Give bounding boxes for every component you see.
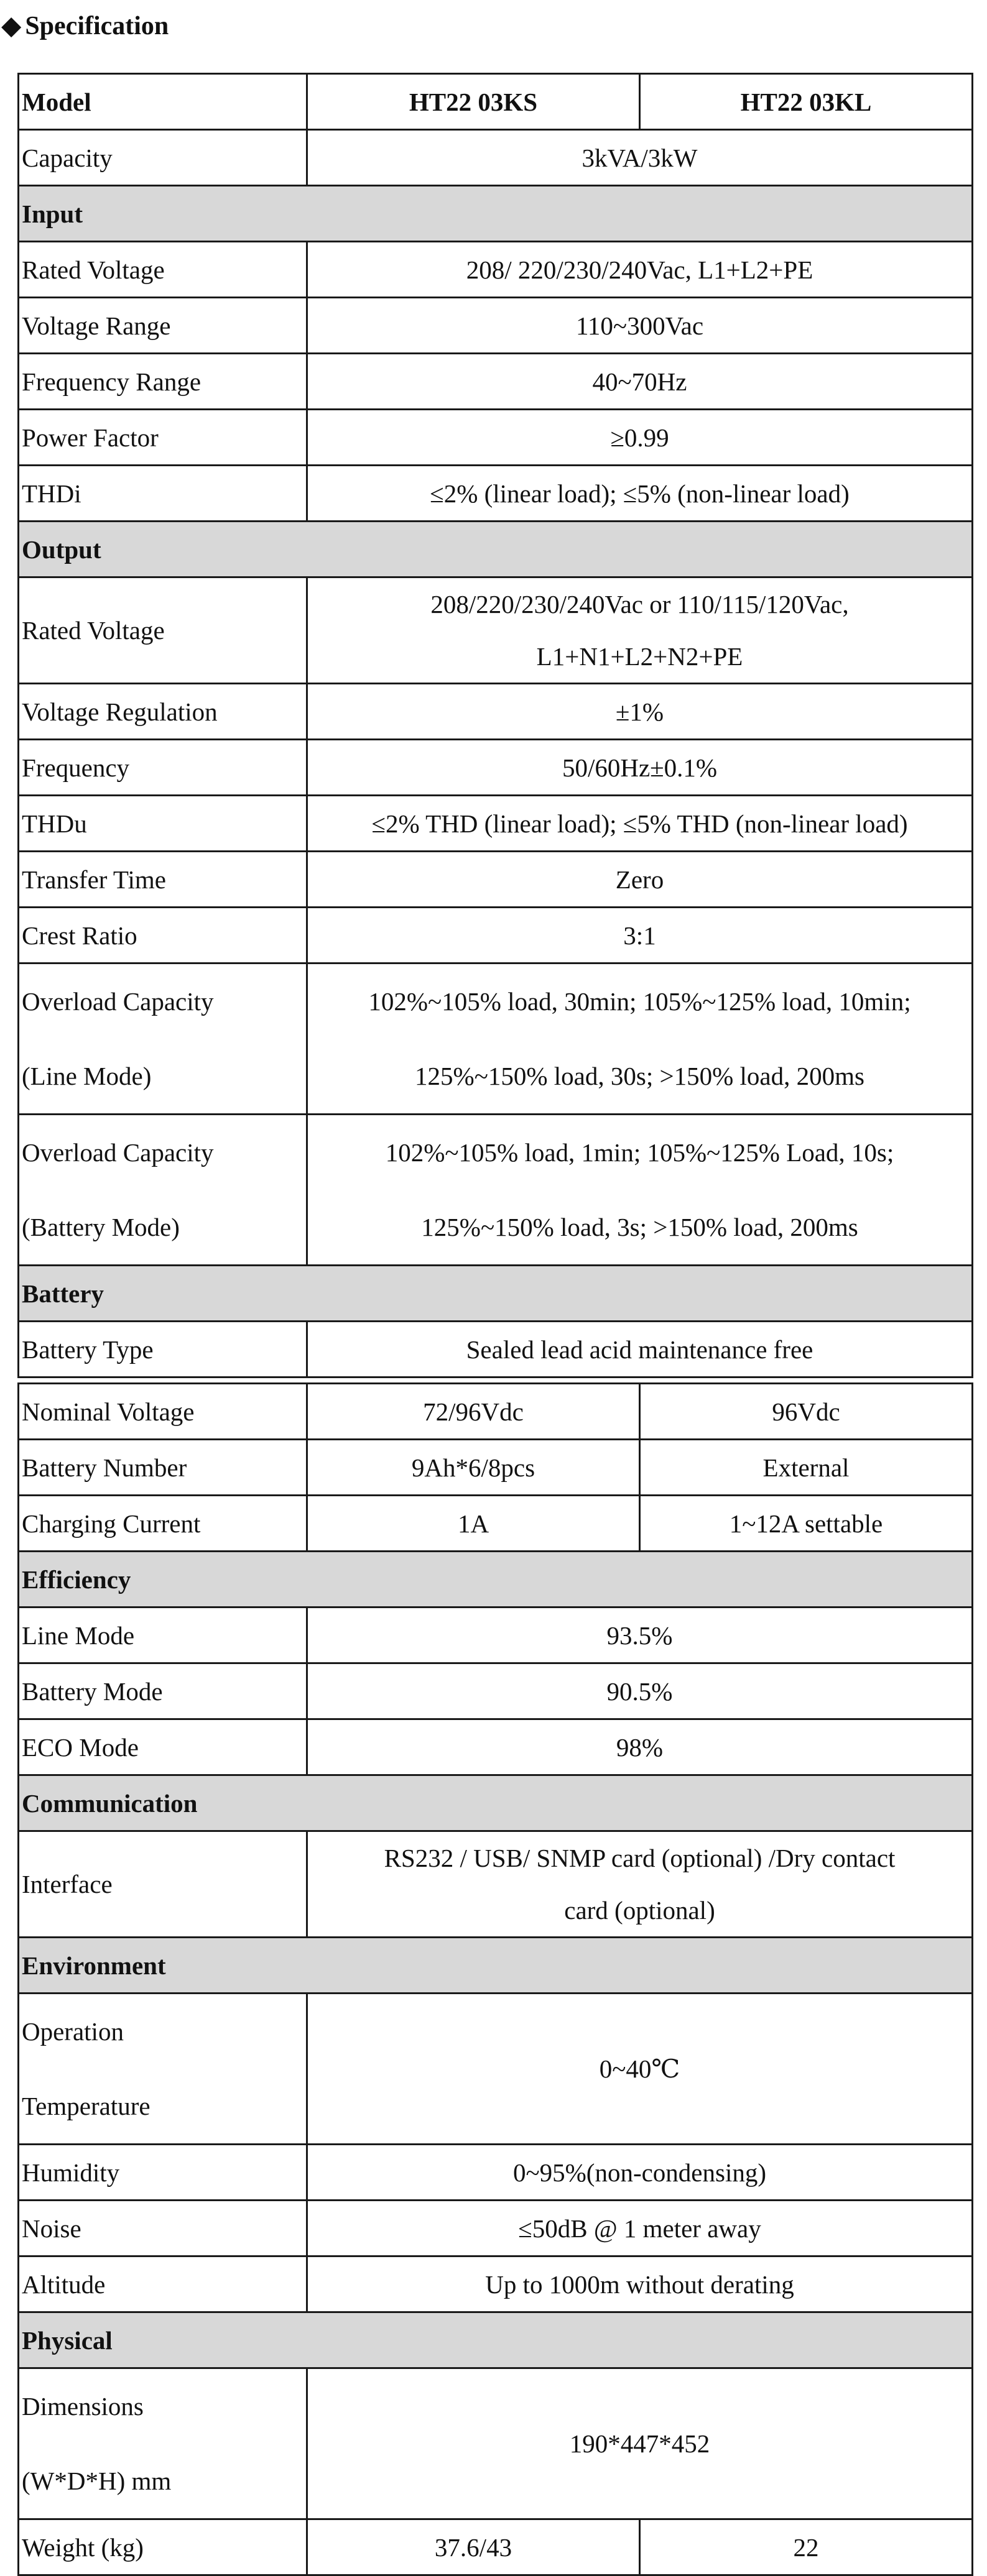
row-value: 102%~105% load, 1min; 105%~125% Load, 10s; 125%~150% load, 3s; >150% load, 200ms [307,1115,973,1266]
table-row [19,577,973,684]
table-row [19,740,973,796]
row-label: Voltage Range [19,298,307,354]
spec-heading [1,4,169,48]
row-label: THDu [19,796,307,852]
row-label: Overload Capacity (Battery Mode) [19,1115,307,1266]
row-label: Battery Type [19,1322,307,1378]
row-value: 102%~105% load, 30min; 105%~125% load, 10min; 125%~150% load, 30s; >150% load, 200ms [307,964,973,1115]
section-row-physical [19,2312,973,2368]
row-value: ≤50dB @ 1 meter away [307,2201,973,2256]
row-value: ±1% [307,684,973,740]
spec-heading-text: Specification [25,12,169,40]
row-value-b: 22 [640,2519,973,2575]
section-title: Output [19,522,973,577]
row-label: THDi [19,466,307,522]
model-a: HT22 03KS [307,74,640,130]
table-gap [19,1378,973,1384]
row-value: ≤2% THD (linear load); ≤5% THD (non-linear load) [307,796,973,852]
row-value-a: 37.6/43 [307,2519,640,2575]
row-label: Overload Capacity (Line Mode) [19,964,307,1115]
row-value: 40~70Hz [307,354,973,410]
row-value: 90.5% [307,1663,973,1719]
table-row [19,796,973,852]
table-row [19,684,973,740]
section-row-communication [19,1775,973,1831]
row-label: Noise [19,2201,307,2256]
row-value: 110~300Vac [307,298,973,354]
row-value: 0~95%(non-condensing) [307,2145,973,2201]
row-value: 208/ 220/230/240Vac, L1+L2+PE [307,242,973,298]
table-row [19,1994,973,2145]
row-label: Interface [19,1831,307,1938]
row-value: ≥0.99 [307,410,973,466]
model-label: Model [19,74,307,130]
section-title: Input [19,186,973,242]
specification-table [17,73,973,2576]
table-row [19,298,973,354]
row-value: 3:1 [307,908,973,964]
row-label: Weight (kg) [19,2519,307,2575]
row-value: 0~40℃ [307,1994,973,2145]
row-label: Power Factor [19,410,307,466]
row-value: RS232 / USB/ SNMP card (optional) /Dry contact card (optional) [307,1831,973,1938]
table-row [19,1719,973,1775]
section-title: Efficiency [19,1552,973,1608]
table-row [19,1322,973,1378]
row-label: Rated Voltage [19,242,307,298]
table-row [19,2519,973,2575]
table-row [19,410,973,466]
row-value: Zero [307,852,973,908]
table-row [19,1440,973,1496]
table-row [19,2201,973,2256]
row-value: Sealed lead acid maintenance free [307,1322,973,1378]
table-row [19,130,973,186]
table-row [19,1115,973,1266]
row-label: Humidity [19,2145,307,2201]
table-row [19,466,973,522]
section-title: Environment [19,1938,973,1994]
row-value: Up to 1000m without derating [307,2256,973,2312]
row-label: Operation Temperature [19,1994,307,2145]
section-row-output [19,522,973,577]
row-value: 98% [307,1719,973,1775]
section-row-efficiency [19,1552,973,1608]
row-label: Line Mode [19,1608,307,1663]
table-row [19,852,973,908]
row-value: 50/60Hz±0.1% [307,740,973,796]
table-row [19,2145,973,2201]
row-value-a: 72/96Vdc [307,1384,640,1440]
row-label: Frequency Range [19,354,307,410]
row-label: Rated Voltage [19,577,307,684]
row-label: Capacity [19,130,307,186]
row-label: Nominal Voltage [19,1384,307,1440]
table-row [19,1663,973,1719]
row-value-b: 96Vdc [640,1384,973,1440]
table-row [19,354,973,410]
row-label: Crest Ratio [19,908,307,964]
table-row [19,1496,973,1552]
table-row [19,964,973,1115]
row-value: ≤2% (linear load); ≤5% (non-linear load) [307,466,973,522]
row-label: ECO Mode [19,1719,307,1775]
section-row-environment [19,1938,973,1994]
table-header-row [19,74,973,130]
section-row-battery [19,1266,973,1322]
row-label: Battery Mode [19,1663,307,1719]
table-row [19,1608,973,1663]
model-b: HT22 03KL [640,74,973,130]
row-value-b: 1~12A settable [640,1496,973,1552]
row-value-a: 9Ah*6/8pcs [307,1440,640,1496]
row-label: Altitude [19,2256,307,2312]
table-row [19,2368,973,2519]
row-label: Frequency [19,740,307,796]
section-title: Physical [19,2312,973,2368]
table-row [19,1831,973,1938]
row-label: Transfer Time [19,852,307,908]
row-label: Charging Current [19,1496,307,1552]
row-value: 3kVA/3kW [307,130,973,186]
row-label: Battery Number [19,1440,307,1496]
row-value-a: 1A [307,1496,640,1552]
diamond-icon: ◆ [1,12,22,40]
row-value: 208/220/230/240Vac or 110/115/120Vac, L1+N1+L2+N2+PE [307,577,973,684]
row-value-b: External [640,1440,973,1496]
table-row [19,1384,973,1440]
table-row [19,2256,973,2312]
section-title: Battery [19,1266,973,1322]
row-value: 190*447*452 [307,2368,973,2519]
table-row [19,908,973,964]
section-title: Communication [19,1775,973,1831]
section-row-input [19,186,973,242]
row-value: 93.5% [307,1608,973,1663]
row-label: Voltage Regulation [19,684,307,740]
table-row [19,242,973,298]
row-label: Dimensions (W*D*H) mm [19,2368,307,2519]
